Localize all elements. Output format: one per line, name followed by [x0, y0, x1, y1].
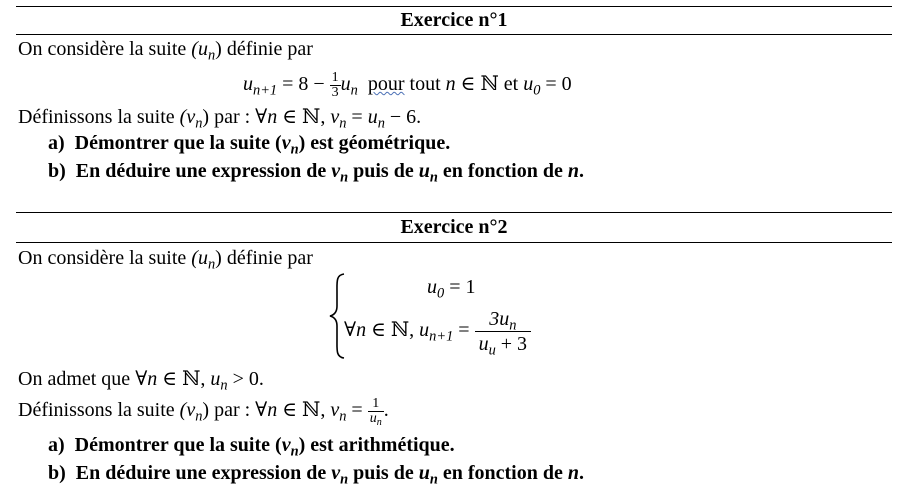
fraction-one-third: $\frac{1}{3}$: [331, 69, 339, 100]
word-pour: pour: [367, 73, 405, 95]
ex1-title: Exercice n°1: [400, 9, 508, 31]
ex1-question-a: a) Démontrer que la suite $(v_n)$ est géométrique.: [48, 132, 451, 158]
ex2-admit: On admet que ∀n ∈ ℕ, $u_n > 0$.: [18, 368, 264, 394]
ex1-intro: On considère la suite $(u_n)$ définie par: [18, 38, 313, 64]
ex1-recurrence-equation: $u_{n+1} = 8$ − $\frac{1}{3}$ $u_n$ pour tout n ∈ ℕ et $u_0 = 0$: [243, 69, 572, 100]
fraction-3un-over-uu-plus-3: $\frac{3u_n}{u_u + 3}$: [475, 309, 531, 354]
ex2-title-rule: [16, 242, 892, 243]
ex1-definition: Définissons la suite $(v_n)$ par : ∀n ∈ ℕ, $v_n = u_n - 6$.: [18, 106, 422, 132]
ex2-definition: Définissons la suite $(v_n)$ par : ∀n ∈ ℕ, $v_n$ = $\frac{1}{u_n}$ .: [18, 395, 389, 428]
ex1-question-b: b) En déduire une expression de $v_n$ puis de $u_n$ en fonction de n.: [48, 160, 584, 186]
ex2-system-line1: $u_0 = 1$: [427, 276, 476, 302]
ex2-system-line2: ∀n ∈ ℕ, $u_{n+1}$ = $\frac{3u_n}{u_u + 3}$: [344, 304, 531, 356]
ex2-top-rule: [16, 212, 892, 213]
fraction-one-over-un: $\frac{1}{u_n}$: [369, 395, 382, 428]
ex2-intro: On considère la suite $(u_n)$ définie par: [18, 247, 313, 273]
ex2-title: Exercice n°2: [400, 216, 508, 238]
ex2-question-a: a) Démontrer que la suite $(v_n)$ est arithmétique.: [48, 434, 455, 460]
ex1-title-rule: [16, 34, 892, 35]
ex1-top-rule: [16, 6, 892, 7]
ex2-question-b: b) En déduire une expression de $v_n$ puis de $u_n$ en fonction de n.: [48, 462, 584, 488]
